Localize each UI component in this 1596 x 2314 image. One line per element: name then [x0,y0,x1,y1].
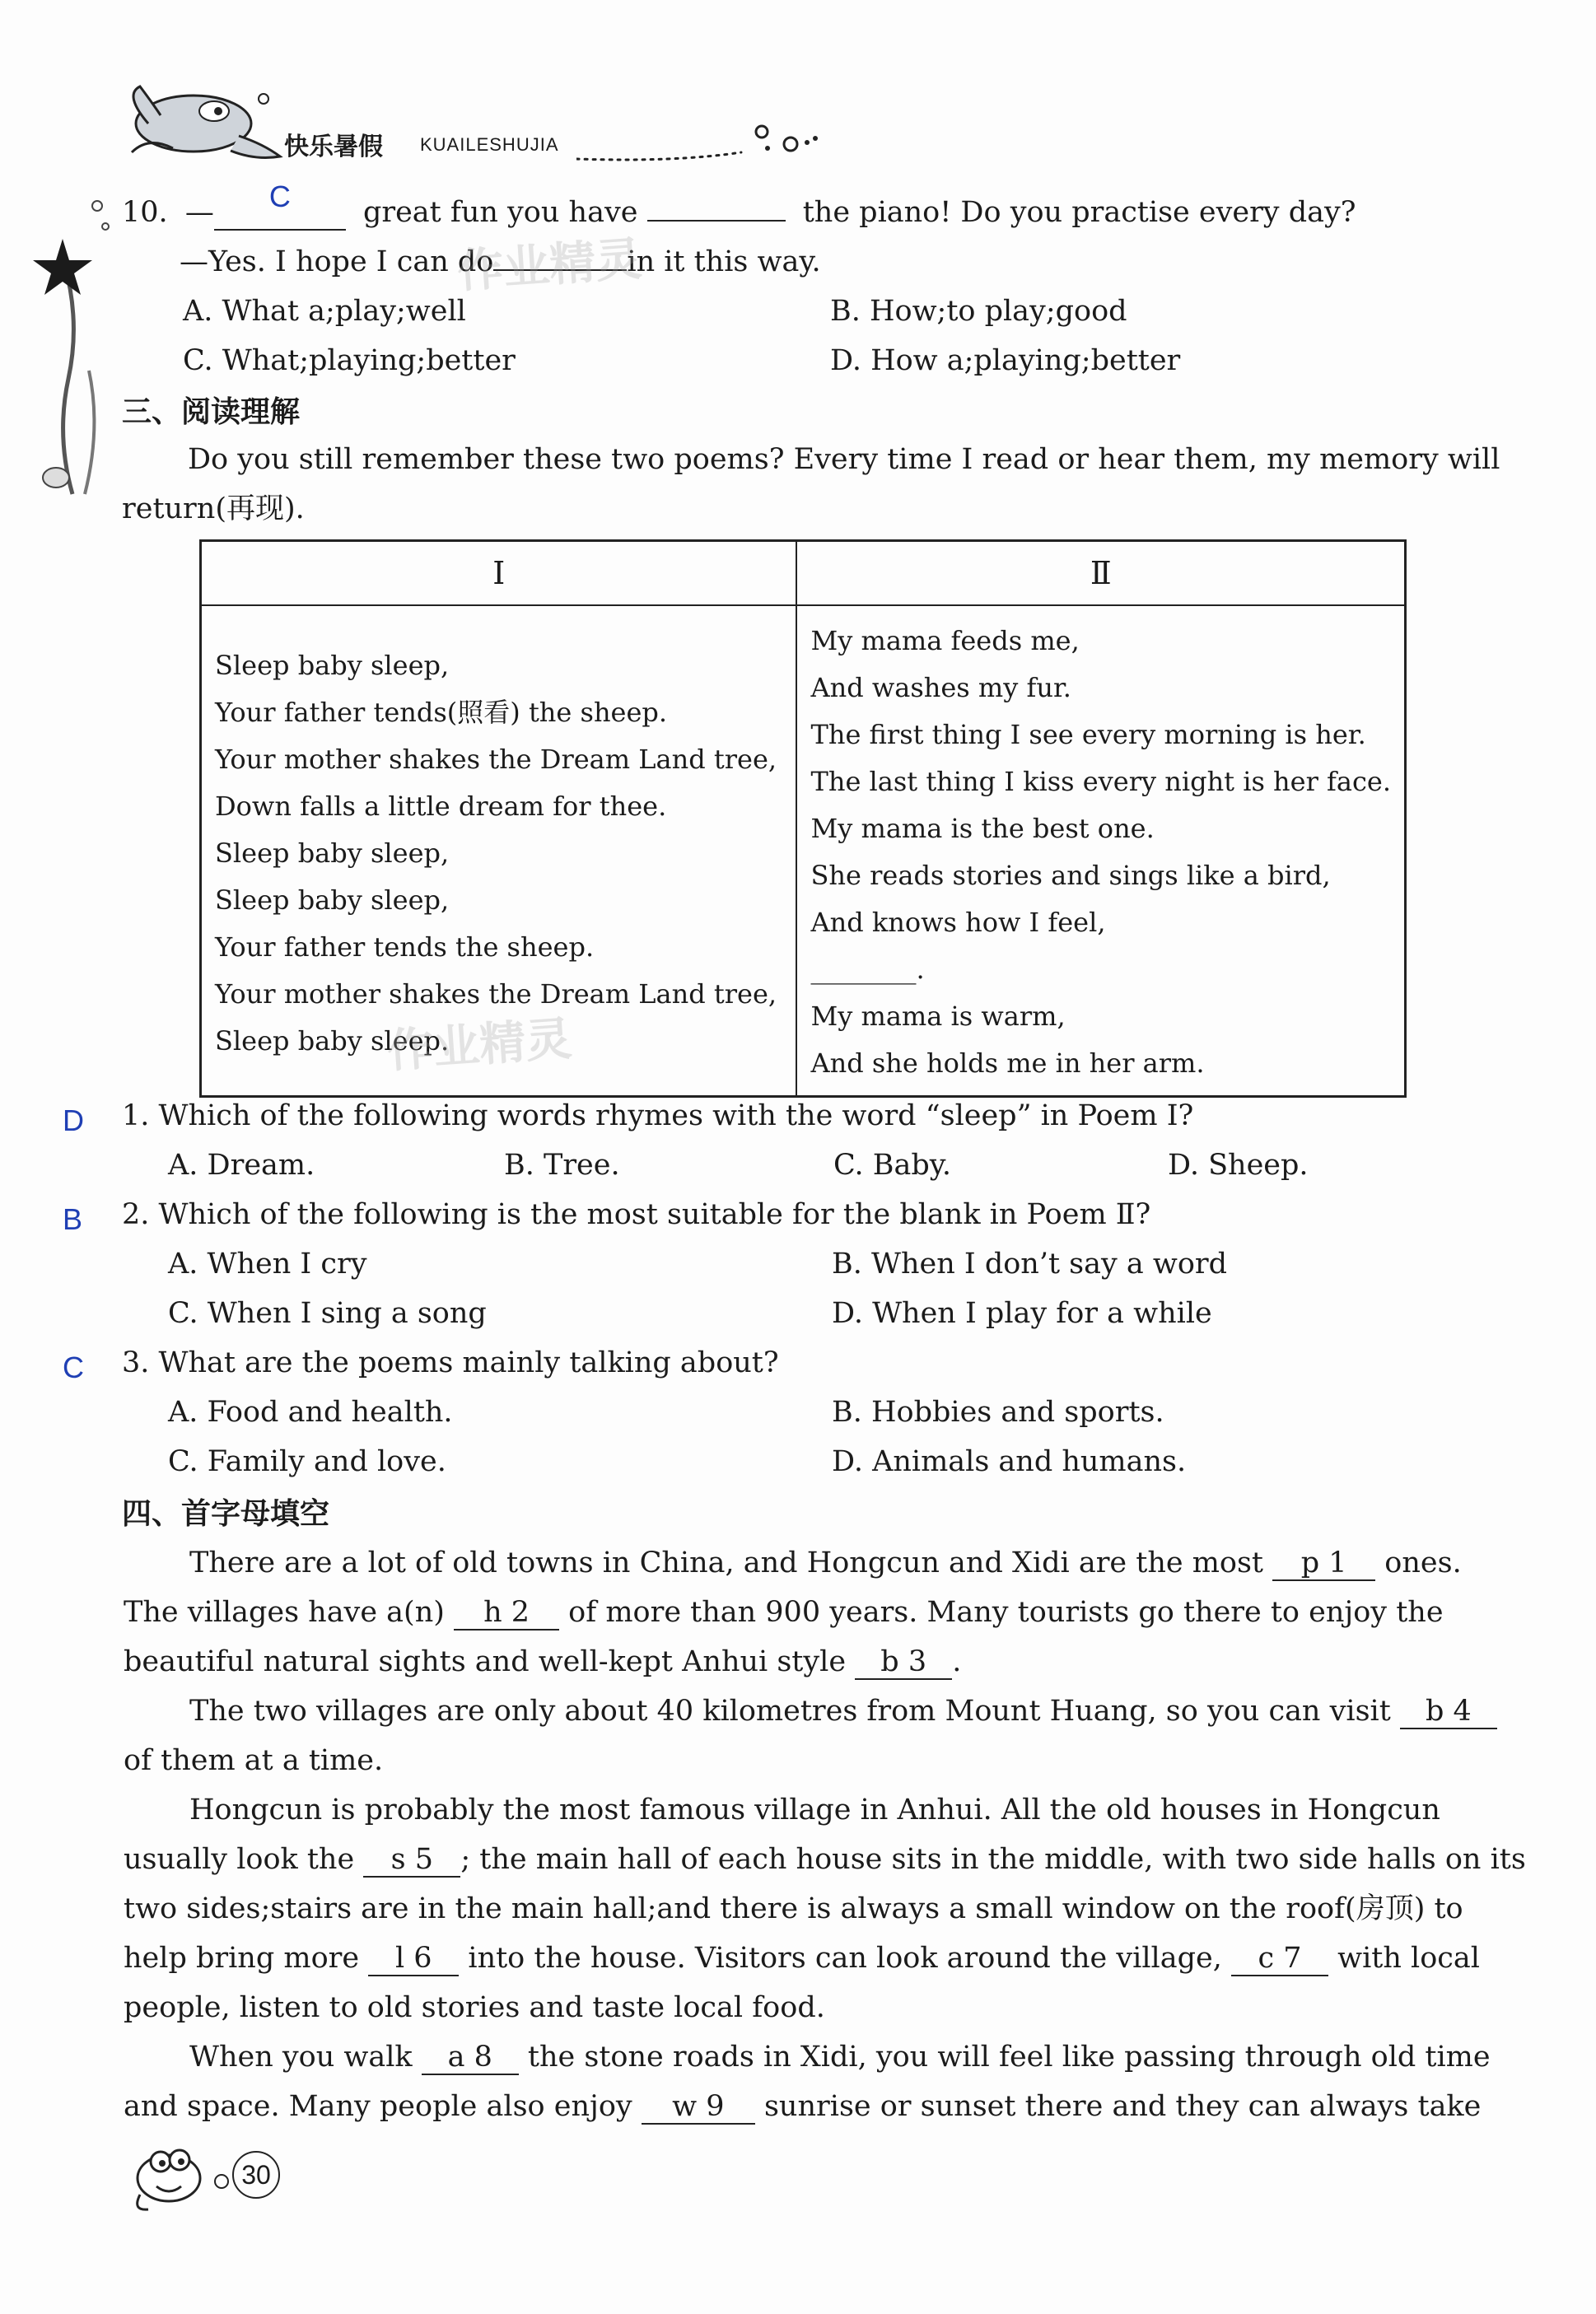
poem1-line: Your father tends(照看) the sheep. [215,697,668,728]
poem1-line: Your father tends the sheep. [215,931,595,963]
dotted-swoosh-icon [576,111,873,169]
watermark-middle: 作业精灵 [385,1012,574,1079]
poem1-line: Sleep baby sleep, [215,884,450,916]
p3-text: ; the main hall of each house sits in the middle, with two side halls on its [460,1843,1526,1876]
q3-stem: 3. What are the poems mainly talking about? [122,1346,779,1379]
poem2-line: And she holds me in her arm. [810,1047,1205,1079]
q1-stem: 1. Which of the following words rhymes with the word “sleep” in Poem Ⅰ? [122,1099,1194,1132]
blank-4: b 4 [1400,1695,1497,1729]
p3-line-1 [124,1785,1491,1835]
header [115,78,856,177]
poem2-line: And washes my fur. [810,672,1071,703]
section4-heading: 四、首字母填空 [122,1497,330,1531]
q2-stem: 2. Which of the following is the most suitable for the blank in Poem Ⅱ? [122,1198,1151,1231]
p2-text: The two villages are only about 40 kilometres from Mount Huang, so you can visit [189,1695,1391,1728]
section3-intro-2: return(再现). [122,492,305,525]
p1-text: The villages have a(n) [124,1596,445,1629]
p4-line-1 [124,2032,1491,2082]
poem1-line: Down falls a little dream for thee. [215,791,667,822]
poem2-line: My mama feeds me, [810,625,1080,656]
q10-dash: — [184,196,214,229]
blank-3: b 3 [855,1645,952,1680]
p3-text: with local [1337,1942,1480,1975]
q10-blank-2 [647,220,786,222]
poem2-line: My mama is the best one. [810,813,1155,844]
q10-reply-post: in it this way. [627,245,821,278]
p2-line-2: of them at a time. [124,1744,384,1777]
poem2-line: She reads stories and sings like a bird, [810,860,1331,891]
poem2-header: Ⅱ [796,541,1405,606]
blank-8: a 8 [422,2041,519,2075]
p4-text: sunrise or sunset there and they can always take [763,2090,1482,2123]
q2-option-c: C. When I sing a song [168,1297,487,1330]
q10-line1 [122,180,1356,237]
p3-text: help bring more [124,1942,360,1975]
blank-1: p 1 [1272,1547,1375,1581]
q3-option-d: D. Animals and humans. [832,1445,1187,1478]
p3-text: into the house. Visitors can look around the village, [468,1942,1222,1975]
page-number-circle [232,2151,280,2199]
section4-paragraph-3 [124,1785,1526,2032]
section4-paragraph-1 [124,1538,1491,1687]
p3-text: Hongcun is probably the most famous village in Anhui. All the old houses in Hongcun [189,1794,1440,1826]
q10-option-b: B. How;to play;good [830,295,1127,328]
q3-option-b: B. Hobbies and sports. [832,1396,1164,1429]
poem1-line: Sleep baby sleep, [215,837,450,869]
q10-reply: —Yes. I hope I can do [180,245,494,278]
q1-option-a: A. Dream. [168,1149,315,1182]
p3-line-4 [124,1934,1491,1983]
p1-text: beautiful natural sights and well-kept Anhui style [124,1645,847,1678]
q10-number: 10. [122,196,168,229]
p1-line-2 [124,1588,1491,1637]
watermark-top: 作业精灵 [455,232,644,299]
p1-line-1 [124,1538,1491,1588]
q2-option-b: B. When I don’t say a word [832,1248,1228,1281]
poem2-line: The first thing I see every morning is her. [810,719,1366,750]
p1-text: of more than 900 years. Many tourists go there to enjoy the [568,1596,1444,1629]
p4-text: When you walk [189,2041,413,2074]
fish-mascot-icon [124,2129,222,2219]
dolphin-mascot-icon [115,78,296,169]
p3-line-3: two sides;stairs are in the main hall;and there is always a small window on the roof(房顶) to [124,1892,1463,1925]
poem1-header: Ⅰ [201,541,797,606]
q3-answer: C [63,1351,84,1384]
header-title-en: KUAILESHUJIA [420,134,559,155]
poems-table [199,539,1407,1098]
poem2-line: And knows how I feel, [810,907,1106,938]
blank-5: s 5 [363,1843,460,1878]
q2-option-a: A. When I cry [168,1248,367,1281]
q1-option-c: C. Baby. [833,1149,952,1182]
q1-option-b: B. Tree. [504,1149,620,1182]
p4-text: and space. Many people also enjoy [124,2090,632,2123]
q10-option-a: A. What a;play;well [183,295,466,328]
p3-line-5: people, listen to old stories and taste local food. [124,1991,825,2024]
p2-line-1 [124,1687,1491,1736]
p4-text: the stone roads in Xidi, you will feel like passing through old time [527,2041,1491,2074]
p3-text: usually look the [124,1843,355,1876]
blank-7: c 7 [1231,1942,1328,1976]
header-title-cn: 快乐暑假 [284,133,383,161]
q10-option-d: D. How a;playing;better [830,344,1181,377]
q2-answer: B [63,1202,83,1236]
poem1-line: Sleep baby sleep, [215,650,450,681]
q10-answer: C [268,180,291,213]
blank-2: h 2 [454,1596,559,1631]
p1-text: . [952,1645,962,1678]
poem1-line: Your mother shakes the Dream Land tree, [215,978,777,1010]
q1-answer: D [63,1103,84,1137]
p1-line-3 [124,1637,1491,1687]
q10-text-mid: great fun you have [362,196,638,229]
page-number-dot [214,2174,229,2189]
page-number: 30 [241,2160,271,2190]
section4-paragraph-2 [124,1687,1491,1785]
p4-line-2 [124,2082,1491,2131]
q3-option-c: C. Family and love. [168,1445,446,1478]
q2-option-d: D. When I play for a while [832,1297,1212,1330]
q3-option-a: A. Food and health. [168,1396,453,1429]
p3-line-2 [124,1835,1526,1884]
blank-6: l 6 [368,1942,459,1976]
section3-heading: 三、阅读理解 [122,395,301,429]
q1-option-d: D. Sheep. [1168,1149,1309,1182]
seaweed-starfish-icon [23,189,122,511]
poem2-line: The last thing I kiss every night is her face. [810,766,1391,797]
p1-text: ones. [1384,1547,1462,1579]
blank-9: w 9 [642,2090,755,2125]
poem2-cell [796,605,1405,1097]
poem2-blank-line: ________. [810,954,925,985]
q10-answer-blank [214,180,346,231]
poem1-line: Your mother shakes the Dream Land tree, [215,744,777,775]
q10-option-c: C. What;playing;better [183,344,516,377]
p1-text: There are a lot of old towns in China, and Hongcun and Xidi are the most [189,1547,1263,1579]
section4-paragraph-4 [124,2032,1491,2131]
poem2-line: My mama is warm, [810,1001,1066,1032]
section3-intro-1: Do you still remember these two poems? Every time I read or hear them, my memory will [188,443,1500,476]
q10-text-post: the piano! Do you practise every day? [802,196,1356,229]
poem1-line: Sleep baby sleep. [215,1025,450,1057]
